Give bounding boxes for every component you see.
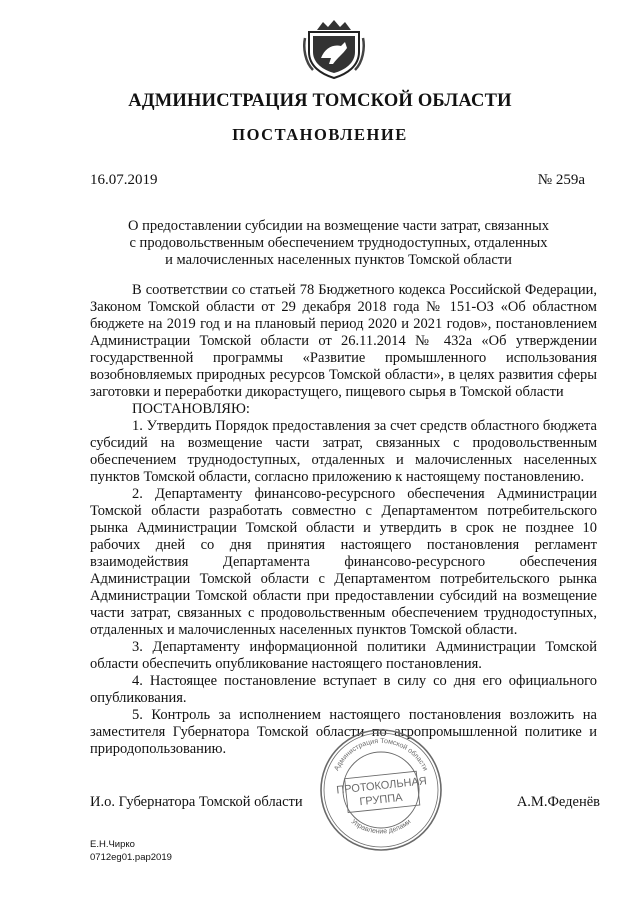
signatory-position: И.о. Губернатора Томской области bbox=[90, 794, 303, 810]
file-code: 0712eg01.рар2019 bbox=[90, 852, 172, 863]
clause-2: 2. Департаменту финансово-ресурсного обеспечения Администрации Томской области разработать совместно с Департаментом потребительского рынка Администрации Томской области и утвердить в срок не позднее 10 рабочих дней со дня принятия настоящего постановления регламент взаимодействия Департамента финансово-ресурсного обеспечения Администрации Томской области с Департаментом потребительского рынка Администрации Томской области при предоставлении субсидий на возмещение части затрат, связанных с продовольственным обеспечением труднодоступных, отдаленных и малочисленных населенных пунктов Томской области. bbox=[90, 486, 597, 638]
organization-title: АДМИНИСТРАЦИЯ ТОМСКОЙ ОБЛАСТИ bbox=[128, 91, 512, 111]
executor-name: Е.Н.Чирко bbox=[90, 839, 135, 850]
signatory-name: А.М.Феденёв bbox=[516, 794, 600, 810]
stamp-text-line2: ГРУППА bbox=[358, 791, 404, 809]
document-body bbox=[90, 282, 597, 758]
stamp-text-line1: ПРОТОКОЛЬНАЯ bbox=[335, 775, 428, 797]
clause-5: 5. Контроль за исполнением настоящего постановления возложить на заместителя Губернатора Томской области по агропромышленной политике и природопользованию. bbox=[90, 707, 597, 757]
clause-3: 3. Департаменту информационной политики Администрации Томской области обеспечить опубликование настоящего постановления. bbox=[90, 639, 597, 672]
subject-line: с продовольственным обеспечением труднодоступных, отдаленных bbox=[129, 235, 548, 251]
official-stamp bbox=[318, 727, 444, 853]
document-type: ПОСТАНОВЛЕНИЕ bbox=[232, 125, 408, 144]
stamp-ring-bottom-text: Управление делами bbox=[349, 818, 413, 836]
subject-line: и малочисленных населенных пунктов Томской области bbox=[165, 252, 512, 268]
subject-line: О предоставлении субсидии на возмещение части затрат, связанных bbox=[128, 218, 549, 234]
resolve-heading: ПОСТАНОВЛЯЮ: bbox=[132, 401, 250, 417]
document-subject bbox=[90, 218, 587, 269]
executor-footer bbox=[90, 838, 172, 864]
document-date: 16.07.2019 bbox=[90, 172, 158, 188]
document-number: № 259а bbox=[537, 172, 585, 188]
tomsk-coat-of-arms-icon bbox=[303, 18, 365, 80]
clause-4: 4. Настоящее постановление вступает в силу со дня его официального опубликования. bbox=[90, 673, 597, 706]
preamble-paragraph: В соответствии со статьей 78 Бюджетного кодекса Российской Федерации, Законом Томской области от 29 декабря 2018 года № 151-ОЗ «Об областном бюджете на 2019 год и на плановый период 2020 и 2021 годов», постановлением Администрации Томской области от 26.11.2014 № 432а «Об утверждении государственной программы «Развитие промышленного использования возобновляемых природных ресурсов Томской области», в целях развития сферы заготовки и переработки дикорастущего, пищевого сырья в Томской области bbox=[90, 282, 597, 400]
clause-1: 1. Утвердить Порядок предоставления за счет средств областного бюджета субсидий на возмещение части затрат, связанных с продовольственным обеспечением труднодоступных, отдаленных и малочисленных населенных пунктов Томской области, согласно приложению к настоящему постановлению. bbox=[90, 418, 597, 485]
stamp-ring-top-text: Администрация Томской области bbox=[333, 737, 429, 773]
